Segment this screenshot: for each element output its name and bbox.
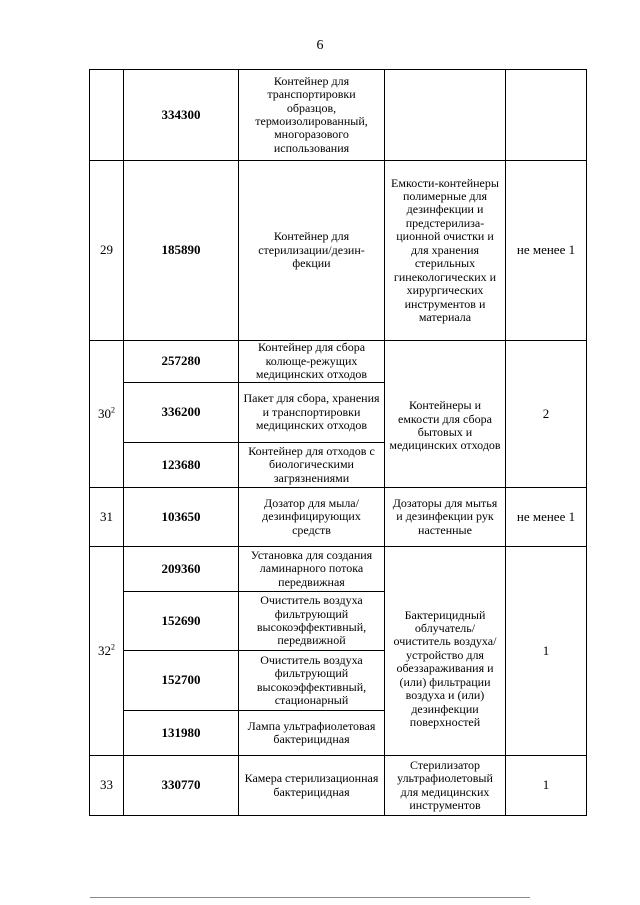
table-row <box>90 70 587 161</box>
item-code: 131980 <box>124 711 239 756</box>
quantity: 1 <box>506 547 587 756</box>
item-code: 257280 <box>124 341 239 383</box>
item-name: Контейнер для отходов с биологическими загрязнениями <box>239 443 385 488</box>
item-name: Очиститель воздуха фильтрующий высокоэффективный, стационарный <box>239 651 385 711</box>
item-code: 330770 <box>124 756 239 816</box>
group-name: Бактерицидный облучатель/ очиститель воздуха/ устройство для обеззараживания и (или) фильтрации воздуха и (или) дезинфекции поверхностей <box>385 547 506 756</box>
table-row <box>90 547 587 592</box>
row-number: $30^2$ <box>90 341 124 488</box>
item-code: 209360 <box>124 547 239 592</box>
table-row <box>90 161 587 341</box>
group-name <box>385 70 506 161</box>
item-name: Очиститель воздуха фильтрующий высокоэффективный, передвижной <box>239 592 385 651</box>
item-name: Контейнер для стерилизации/дезин-фекции <box>239 161 385 341</box>
group-name: Емкости-контейнеры полимерные для дезинфекции и предстерилиза-ционной очистки и для хранения стерильных гинекологических и хирургических инструментов и материала <box>385 161 506 341</box>
equipment-table <box>89 69 587 816</box>
item-name: Установка для создания ламинарного потока передвижная <box>239 547 385 592</box>
item-code: 336200 <box>124 383 239 443</box>
group-name: Контейнеры и емкости для сбора бытовых и медицинских отходов <box>385 341 506 488</box>
item-name: Камера стерилизационная бактерицидная <box>239 756 385 816</box>
item-code: 123680 <box>124 443 239 488</box>
table-row <box>90 488 587 547</box>
item-code: 334300 <box>124 70 239 161</box>
quantity: 1 <box>506 756 587 816</box>
row-number: 31 <box>90 488 124 547</box>
quantity <box>506 70 587 161</box>
item-code: 152700 <box>124 651 239 711</box>
row-number: $32^2$ <box>90 547 124 756</box>
item-name: Контейнер для сбора колюще-режущих медицинских отходов <box>239 341 385 383</box>
item-code: 152690 <box>124 592 239 651</box>
row-number: 33 <box>90 756 124 816</box>
quantity: 2 <box>506 341 587 488</box>
row-number <box>90 70 124 161</box>
scan-edge-line <box>90 897 530 898</box>
item-name: Пакет для сбора, хранения и транспортировки медицинских отходов <box>239 383 385 443</box>
item-name: Контейнер для транспортировки образцов, термоизолированный, многоразового использования <box>239 70 385 161</box>
group-name: Стерилизатор ультрафиолетовый для медицинских инструментов <box>385 756 506 816</box>
item-code: 185890 <box>124 161 239 341</box>
quantity: не менее 1 <box>506 161 587 341</box>
item-name: Лампа ультрафиолетовая бактерицидная <box>239 711 385 756</box>
item-code: 103650 <box>124 488 239 547</box>
footnote-marker: 2 <box>111 405 115 415</box>
quantity: не менее 1 <box>506 488 587 547</box>
item-name: Дозатор для мыла/ дезинфицирующих средств <box>239 488 385 547</box>
footnote-marker: 2 <box>111 642 115 652</box>
table-row <box>90 756 587 816</box>
row-number: 29 <box>90 161 124 341</box>
page-number: 6 <box>316 38 324 53</box>
group-name: Дозаторы для мытья и дезинфекции рук настенные <box>385 488 506 547</box>
table-row <box>90 341 587 383</box>
